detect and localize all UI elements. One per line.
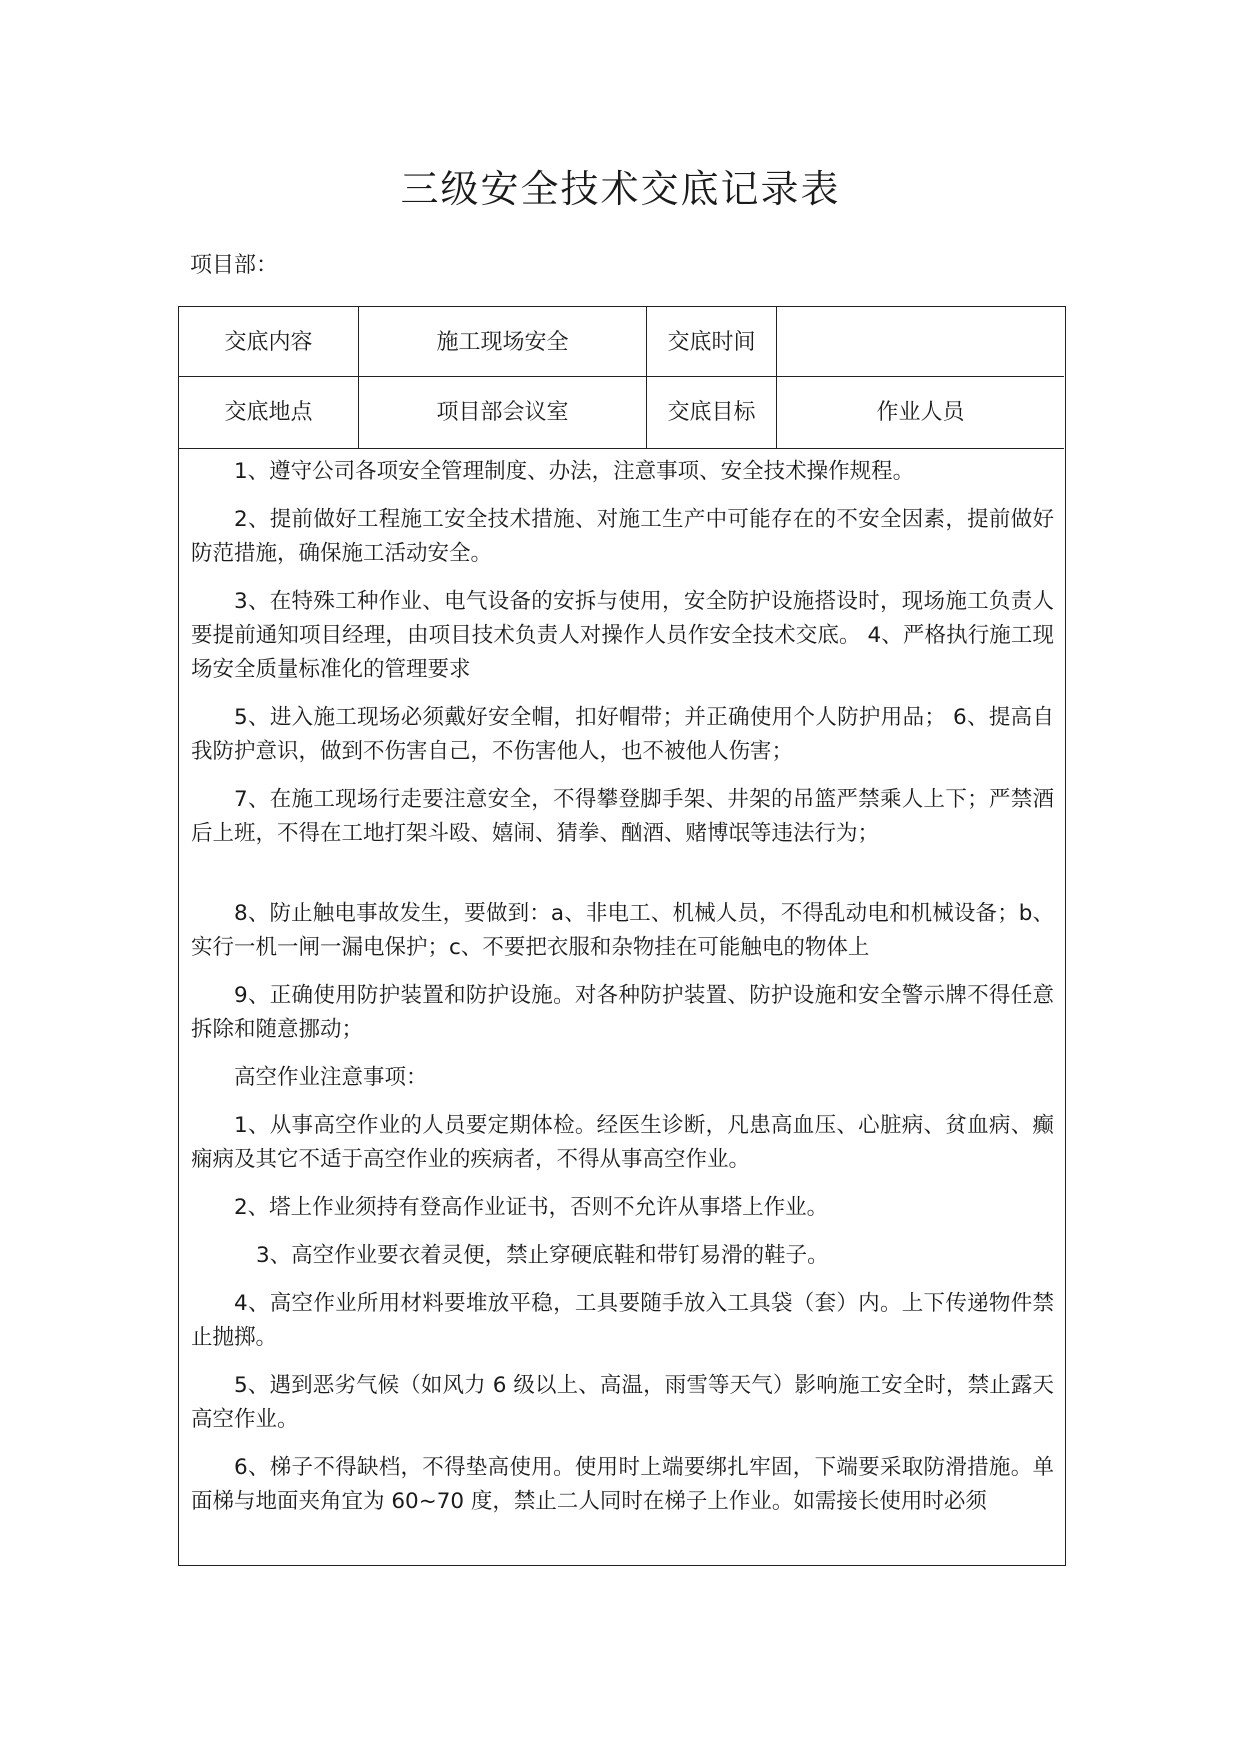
location-label: 交底地点 <box>179 377 359 448</box>
content-value: 施工现场安全 <box>359 307 647 376</box>
paragraph: 3、高空作业要衣着灵便，禁止穿硬底鞋和带钉易滑的鞋子。 <box>256 1243 829 1268</box>
paragraph: 9、正确使用防护装置和防护设施。对各种防护装置、防护设施和安全警示牌不得任意拆除和随意挪动； <box>191 983 1054 1042</box>
project-label: 项目部： <box>190 253 279 278</box>
section-heading: 高空作业注意事项： <box>234 1065 428 1090</box>
location-value: 项目部会议室 <box>359 377 647 448</box>
paragraph: 1、遵守公司各项安全管理制度、办法，注意事项、安全技术操作规程。 <box>234 459 915 484</box>
document-title: 三级安全技术交底记录表 <box>400 167 841 211</box>
table-row <box>179 377 1064 449</box>
paragraph: 7、在施工现场行走要注意安全，不得攀登脚手架、井架的吊篮严禁乘人上下；严禁酒后上班，不得在工地打架斗殴、嬉闹、猜拳、酗酒、赌博氓等违法行为； <box>191 787 1054 846</box>
paragraph: 5、遇到恶劣气候（如风力 6 级以上、高温，雨雪等天气）影响施工安全时，禁止露天高空作业。 <box>191 1373 1054 1432</box>
paragraph: 2、提前做好工程施工安全技术措施、对施工生产中可能存在的不安全因素，提前做好防范措施，确保施工活动安全。 <box>191 507 1054 566</box>
target-label: 交底目标 <box>647 377 777 448</box>
paragraph: 6、梯子不得缺档，不得垫高使用。使用时上端要绑扎牢固，下端要采取防滑措施。单面梯与地面夹角宜为 60~70 度，禁止二人同时在梯子上作业。如需接长使用时必须 <box>191 1455 1054 1514</box>
paragraph: 1、从事高空作业的人员要定期体检。经医生诊断，凡患高血压、心脏病、贫血病、癫痫病及其它不适于高空作业的疾病者，不得从事高空作业。 <box>191 1113 1054 1172</box>
table-row <box>179 307 1064 377</box>
record-table <box>178 306 1066 1566</box>
content-label: 交底内容 <box>179 307 359 376</box>
paragraph: 2、塔上作业须持有登高作业证书，否则不允许从事塔上作业。 <box>234 1195 829 1220</box>
time-label: 交底时间 <box>647 307 777 376</box>
time-value <box>777 307 1064 376</box>
paragraph: 3、在特殊工种作业、电气设备的安拆与使用，安全防护设施搭设时，现场施工负责人要提前通知项目经理，由项目技术负责人对操作人员作安全技术交底。 4、严格执行施工现场安全质量标准化的管理要求 <box>191 589 1054 682</box>
briefing-content <box>179 449 1064 1565</box>
paragraph: 4、高空作业所用材料要堆放平稳，工具要随手放入工具袋（套）内。上下传递物件禁止抛掷。 <box>191 1291 1054 1350</box>
paragraph: 5、进入施工现场必须戴好安全帽，扣好帽带；并正确使用个人防护用品； 6、提高自我防护意识，做到不伤害自己，不伤害他人，也不被他人伤害； <box>191 705 1054 764</box>
target-value: 作业人员 <box>876 400 965 425</box>
paragraph: 8、防止触电事故发生，要做到：a、非电工、机械人员，不得乱动电和机械设备；b、实行一机一闸一漏电保护；c、不要把衣服和杂物挂在可能触电的物体上 <box>191 901 1054 960</box>
